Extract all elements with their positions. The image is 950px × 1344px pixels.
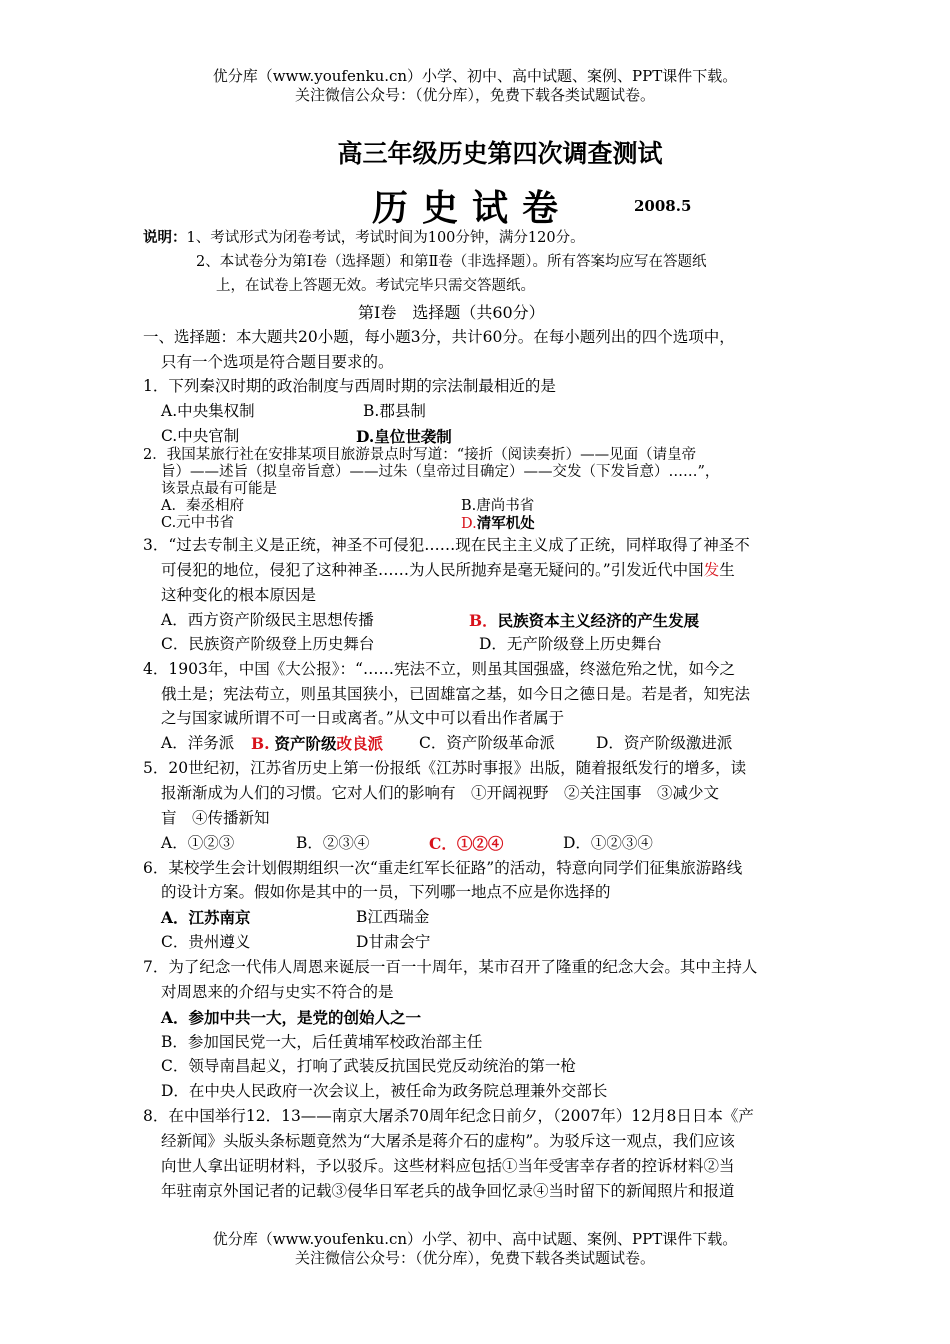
notes-line-1 [143,229,585,247]
q2-option-b: B.唐尚书省 [461,498,535,514]
q4-option-b-letter: B. [251,734,270,753]
q8-line-1: 8．在中国举行12．13——南京大屠杀70周年纪念日前夕，（2007年）12月8日日本《产 [143,1107,754,1125]
q3-line-2-red: 发 [703,561,720,579]
q4-line-1: 4．1903年，中国《大公报》：“……宪法不立，则虽其国强盛，终滋危殆之忧，如今之 [143,660,735,678]
q2-option-d-text: 清军机处 [476,515,535,532]
q3-line-3: 这种变化的根本原因是 [161,586,317,604]
q4-option-b [251,731,383,757]
q8-line-4: 年驻南京外国记者的记载③侵华日军老兵的战争回忆录④当时留下的新闻照片和报道 [161,1182,735,1200]
q6-option-d: D甘肃会宁 [356,933,431,951]
footer-line-1: 优分库（www.youfenku.cn）小学、初中、高中试题、案例、PPT课件下载。 [212,1230,738,1248]
q2-option-d-letter: D. [461,516,477,532]
q1-option-d: D.皇位世袭制 [356,427,452,446]
note-1: 1、考试形式为闭卷考试，考试时间为100分钟，满分120分。 [186,230,585,246]
q6-line-1: 6．某校学生会计划假期组织一次“重走红军长征路”的活动，特意向同学们征集旅游路线 [143,859,743,877]
paper-subtitle: 历史试卷 [372,187,573,229]
q4-option-a: A．洋务派 [161,734,235,752]
q5-option-d: D．①②③④ [563,834,653,852]
q5-line-3: 盲 ④传播新知 [161,809,270,827]
q5-option-c: C．①②④ [429,834,504,853]
q1-option-a: A.中央集权制 [161,402,255,420]
q5-line-1: 5．20世纪初，江苏省历史上第一份报纸《江苏时事报》出版，随着报纸发行的增多，读 [143,759,747,777]
q7-line-2: 对周恩来的介绍与史实不符合的是 [161,983,394,1001]
q2-line-2: 旨）——述旨（拟皇帝旨意）——过朱（皇帝过目确定）——交发（下发旨意）……”， [161,464,720,480]
q3-option-c: C．民族资产阶级登上历史舞台 [161,635,375,653]
q2-option-a: A．秦丞相府 [161,498,244,514]
footer-line-2: 关注微信公众号：（优分库），免费下载各类试题试卷。 [294,1249,655,1267]
note-2b: 上，在试卷上答题无效。考试完毕只需交答题纸。 [216,278,535,294]
q3-line-2-text: 可侵犯的地位，侵犯了这种神圣……为人民所抛弃是毫无疑问的。”引发近代中国 [161,561,704,579]
note-2a: 2、本试卷分为第Ⅰ卷（选择题）和第Ⅱ卷（非选择题）。所有答案均应写在答题纸 [196,254,707,270]
q7-option-d: D．在中央人民政府一次会议上，被任命为政务院总理兼外交部长 [161,1082,608,1100]
q5-line-2: 报渐渐成为人们的习惯。它对人们的影响有 ①开阔视野 ②关注国事 ③减少文 [161,784,720,802]
q8-line-3: 向世人拿出证明材料，予以驳斥。这些材料应包括①当年受害幸存者的控诉材料②当 [161,1157,735,1175]
q3-option-a: A．西方资产阶级民主思想传播 [161,611,374,629]
q8-line-2: 经新闻》头版头条标题竟然为“大屠杀是蒋介石的虚构”。为驳斥这一观点，我们应该 [161,1132,735,1150]
q5-option-a: A．①②③ [161,834,235,852]
exam-date: 2008.5 [634,197,692,215]
q3-line-2-end: 生 [719,561,735,579]
header-line-2: 关注微信公众号：（优分库），免费下载各类试题试卷。 [294,86,655,104]
q2-line-3: 该景点最有可能是 [161,481,277,497]
q4-line-2: 俄土是；宪法苟立，则虽其国狭小，已固雄富之基，如今日之德日是。若是者，知宪法 [161,685,751,703]
q7-line-1: 7．为了纪念一代伟人周恩来诞辰一百一十周年，某市召开了隆重的纪念大会。其中主持人 [143,958,758,976]
intro-line-1: 一、选择题：本大题共20小题，每小题3分，共计60分。在每小题列出的四个选项中， [143,328,735,346]
q2-option-c: C.元中书省 [161,515,235,531]
q4-option-b-text-2: 改良派 [336,734,383,753]
q3-option-b-text: 民族资本主义经济的产生发展 [497,611,700,630]
q6-option-a: A．江苏南京 [161,908,251,927]
q2-line-1: 2．我国某旅行社在安排某项目旅游景点时写道：“接折（阅读奏折）——见面（请皇帝 [143,447,697,463]
q3-line-2 [161,558,735,583]
q4-line-3: 之与国家诚所谓不可一日或离者。”从文中可以看出作者属于 [161,709,565,727]
q4-option-d: D．资产阶级激进派 [596,734,733,752]
q1-option-b: B.郡县制 [363,402,426,420]
q5-option-b: B．②③④ [296,834,370,852]
q4-option-b-text-1: 资产阶级 [274,734,337,753]
q3-line-1: 3．“过去专制主义是正统，神圣不可侵犯……现在民主主义成了正统，同样取得了神圣不 [143,536,750,554]
q3-option-b [469,608,699,634]
q6-option-c: C．贵州遵义 [161,933,251,951]
q7-option-b: B．参加国民党一大，后任黄埔军校政治部主任 [161,1033,483,1051]
q3-option-b-letter: B． [469,611,498,630]
notes-label: 说明： [143,229,187,246]
q6-option-b: B江西瑞金 [356,908,430,926]
q7-option-a: A．参加中共一大，是党的创始人之一 [161,1008,422,1027]
header-line-1: 优分库（www.youfenku.cn）小学、初中、高中试题、案例、PPT课件下载。 [212,67,738,85]
q2-option-d [461,515,535,533]
q1-stem: 1．下列秦汉时期的政治制度与西周时期的宗法制最相近的是 [143,377,556,395]
section-title: 第Ⅰ卷 选择题（共60分） [358,303,545,322]
q6-line-2: 的设计方案。假如你是其中的一员，下列哪一地点不应是你选择的 [161,883,611,901]
intro-line-2: 只有一个选项是符合题目要求的。 [161,353,394,371]
q3-option-d: D．无产阶级登上历史舞台 [479,635,662,653]
q1-option-c: C.中央官制 [161,427,240,445]
exam-title: 高三年级历史第四次调查测试 [337,139,663,168]
q4-option-c: C．资产阶级革命派 [419,734,555,752]
q7-option-c: C．领导南昌起义，打响了武装反抗国民党反动统治的第一枪 [161,1057,576,1075]
